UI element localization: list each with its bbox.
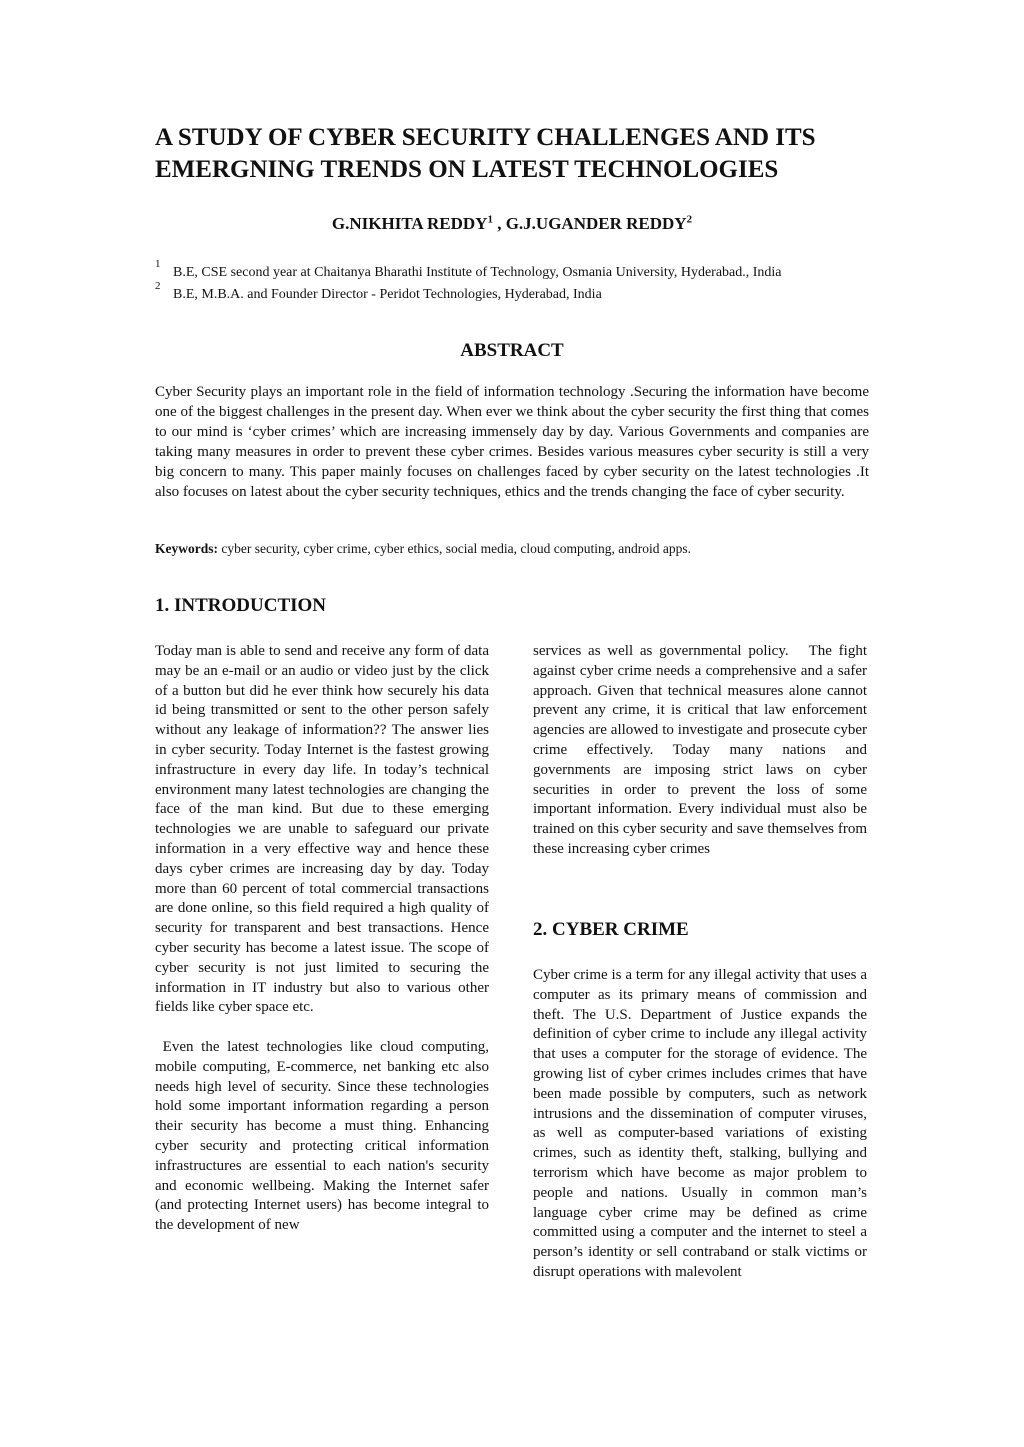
author-line [155,214,869,234]
intro-paragraph-1: Today man is able to send and receive any form of data may be an e-mail or an audio or video just by the click of a button but did he ever think how securely his data id being transmitted or sent to the other person safely without any leakage of information?? The answer lies in cyber security. Today Internet is the fastest growing infrastructure in every day life. In today’s technical environment many latest technologies are changing the face of the man kind. But due to these emerging technologies we are unable to safeguard our private information in a very effective way and hence these days cyber crimes are increasing day by day. Today more than 60 percent of total commercial transactions are done online, so this field required a high quality of security for transparent and best transactions. Hence cyber security has become a latest issue. The scope of cyber security is not just limited to securing the information in IT industry but also to various other fields like cyber space etc. [155,643,489,1016]
author-2: G.J.UGANDER REDDY [505,214,687,233]
intro-paragraph-3: services as well as governmental policy. The fight against cyber crime needs a comprehensive and a safer approach. Given that technical measures alone cannot prevent any crime, it is critical that law enforcement agencies are allowed to investigate and prosecute cyber crime effectively. Today many nations and governments are imposing strict laws on cyber securities in order to prevent the loss of some important information. Every individual must also be trained on this cyber security and save themselves from these increasing cyber crimes [533,643,871,857]
title-line-2: EMERGNING TRENDS ON LATEST TECHNOLOGIES [155,156,779,183]
keywords-text: cyber security, cyber crime, cyber ethics, social media, cloud computing, android apps. [218,541,691,556]
section-2-heading: 2. CYBER CRIME [533,919,689,940]
paper-title [155,122,869,186]
keywords-label: Keywords: [155,541,218,556]
affiliation-1-text: B.E, CSE second year at Chaitanya Bharathi Institute of Technology, Osmania University, Hyderabad., India [173,265,782,280]
author-1: G.NIKHITA REDDY [331,214,488,233]
author-1-sup: 1 [487,213,493,226]
section-1-heading: 1. INTRODUCTION [155,595,327,616]
column-right [533,642,871,860]
affiliation-2-num: 2 [155,280,161,292]
keywords [155,541,869,557]
author-separator: , [492,214,506,233]
affiliation-2-text: B.E, M.B.A. and Founder Director - Peridot Technologies, Hyderabad, India [173,287,602,302]
affiliation-1-num: 1 [155,258,161,270]
abstract-heading: ABSTRACT [460,340,564,361]
author-2-sup: 2 [686,213,693,226]
title-line-1: A STUDY OF CYBER SECURITY CHALLENGES AND ITS [155,124,816,151]
intro-paragraph-2: Even the latest technologies like cloud computing, mobile computing, E-commerce, net banking etc also needs high level of security. Since these technologies hold some important information regarding a person their security has become a must thing. Enhancing cyber security and protecting critical information infrastructures are essential to each nation's security and economic wellbeing. Making the Internet safer (and protecting Internet users) has become integral to the development of new [155,1038,493,1234]
column-right-lower [533,966,867,1283]
abstract-text: Cyber Security plays an important role in the field of information technology .Securing the information have become one of the biggest challenges in the present day. When ever we think about the cyber security the first thing that comes to our mind is ‘cyber crimes’ which are increasing immensely day by day. Various Governments and companies are taking many measures in order to prevent these cyber crimes. Besides various measures cyber security is still a very big concern to many. This paper mainly focuses on challenges faced by cyber security on the latest technologies .It also focuses on latest about the cyber security techniques, ethics and the trends changing the face of cyber security. [155,384,869,500]
column-left [155,642,493,1236]
cyber-crime-paragraph-1: Cyber crime is a term for any illegal activity that uses a computer as its primary means of commission and theft. The U.S. Department of Justice expands the definition of cyber crime to include any illegal activity that uses a computer for the storage of evidence. The growing list of cyber crimes includes crimes that have been made possible by computers, such as network intrusions and the dissemination of computer viruses, as well as computer-based variations of existing crimes, such as identity theft, stalking, bullying and terrorism which have become as major problem to people and nations. Usually in common man’s language cyber crime may be defined as crime committed using a computer and the internet to steel a person’s identity or sell contraband or stalk victims or disrupt operations with malevolent [533,967,867,1280]
